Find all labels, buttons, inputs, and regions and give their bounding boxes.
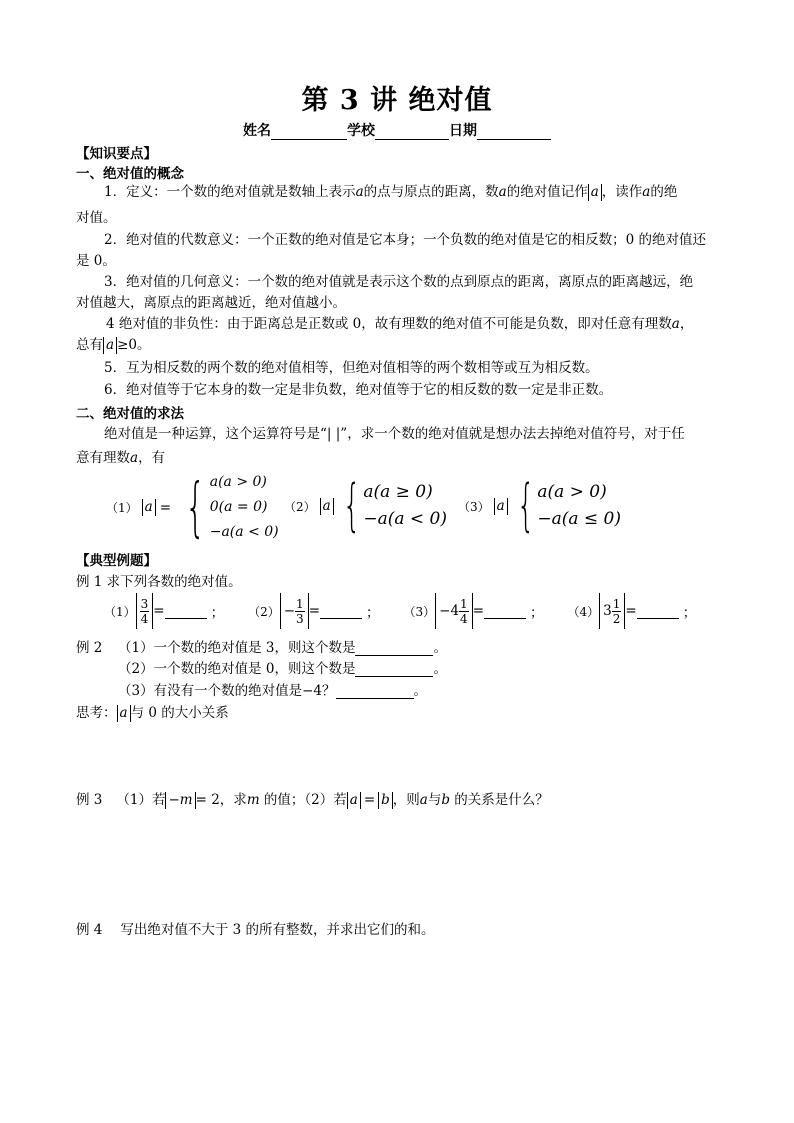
student-info-line <box>0 120 794 140</box>
item-4-line1: 4 绝对值的非负性：由于距离总是正数或 0，故有理数的绝对值不可能是负数，即对任意有理数a， <box>106 316 694 332</box>
case-row: a(a > 0) <box>537 482 607 502</box>
example-1-title: 例 1 求下列各数的绝对值。 <box>76 574 242 590</box>
item-2-line2: 是 0。 <box>76 253 116 269</box>
abs-notation: a <box>117 705 131 722</box>
method-line1: 绝对值是一种运算，这个运算符号是“| |”，求一个数的绝对值就是想办法去掉绝对值符号，对于任 <box>104 426 685 442</box>
abs-notation: a <box>347 792 361 809</box>
method-line2: 意有理数a，有 <box>76 450 166 466</box>
left-brace: { <box>516 473 535 538</box>
heading-concept: 一、绝对值的概念 <box>76 166 184 182</box>
answer-blank[interactable] <box>336 684 414 699</box>
answer-blank[interactable] <box>165 604 207 619</box>
ex1-item: （4） 3 $\frac{1}{2}$ = ； <box>568 593 697 629</box>
example-2-q2: （2）一个数的绝对值是 0，则这个数是 。 <box>118 661 447 677</box>
date-blank[interactable] <box>477 125 551 140</box>
abs-notation: b <box>378 792 393 809</box>
ex1-item: （3） −4 $\frac{1}{4}$ = ； <box>404 593 544 629</box>
item-2-line1: 2．绝对值的代数意义：一个正数的绝对值是它本身；一个负数的绝对值是它的相反数；0 的绝对值还 <box>104 232 706 248</box>
abs-notation: a <box>103 337 117 354</box>
formula-1: （1） a = { a(a > 0) 0(a = 0) −a(a < 0) <box>106 470 279 545</box>
think-prompt: 思考： a 与 0 的大小关系 <box>76 705 229 721</box>
ex1-item: （1） $\frac{3}{4}$ = ； <box>104 593 224 629</box>
case-row: −a(a ≤ 0) <box>537 509 621 529</box>
case-row: 0(a = 0) <box>209 499 268 515</box>
section-examples: 【典型例题】 <box>76 553 157 569</box>
answer-blank[interactable] <box>637 604 679 619</box>
abs-notation: a <box>588 184 602 201</box>
example-2-q1: （1）一个数的绝对值是 3，则这个数是 。 <box>118 640 447 656</box>
item-6: 6．绝对值等于它本身的数一定是非负数，绝对值等于它的相反数的数一定是非正数。 <box>104 382 613 398</box>
item-3-line1: 3．绝对值的几何意义：一个数的绝对值就是表示这个数的点到原点的距离，离原点的距离越远，绝 <box>104 274 694 290</box>
answer-blank[interactable] <box>484 604 526 619</box>
school-label: 学校 <box>347 123 375 139</box>
ex1-item: （2） − $\frac{1}{3}$ = ； <box>248 593 379 629</box>
example-1-items <box>104 593 696 629</box>
answer-blank[interactable] <box>320 604 362 619</box>
case-row: a(a ≥ 0) <box>363 482 433 502</box>
case-row: a(a > 0) <box>209 474 267 490</box>
formula-2: （2） a { a(a ≥ 0) −a(a < 0) <box>284 473 447 538</box>
item-1-line1: 1．定义：一个数的绝对值就是数轴上表示a的点与原点的距离，数a的绝对值记作 a ，读作a的绝 <box>104 184 678 200</box>
example-2-q3: （3）有没有一个数的绝对值是−4？ 。 <box>118 683 427 699</box>
example-3: 例 3 （1）若 −m = 2，求m 的值；（2）若 a = b ，则a与b 的关系是什么？ <box>76 792 549 808</box>
case-row: −a(a < 0) <box>363 509 447 529</box>
date-label: 日期 <box>449 123 477 139</box>
name-blank[interactable] <box>271 125 347 140</box>
example-4: 例 4 写出绝对值不大于 3 的所有整数，并求出它们的和。 <box>76 922 435 938</box>
page-title: 第 3 讲 绝对值 <box>301 85 493 116</box>
abs-notation: −m <box>165 792 195 809</box>
item-3-line2: 对值越大，离原点的距离越近，绝对值越小。 <box>76 295 346 311</box>
heading-method: 二、绝对值的求法 <box>76 406 184 422</box>
formula-3: （3） a { a(a > 0) −a(a ≤ 0) <box>458 473 621 538</box>
item-5: 5．互为相反数的两个数的绝对值相等，但绝对值相等的两个数相等或互为相反数。 <box>104 360 599 376</box>
answer-blank[interactable] <box>355 662 433 677</box>
left-brace: { <box>342 473 361 538</box>
example-2-label: 例 2 <box>76 640 103 656</box>
answer-blank[interactable] <box>355 641 433 656</box>
item-4-line2: 总有 a ≥0。 <box>76 337 151 353</box>
name-label: 姓名 <box>243 123 271 139</box>
school-blank[interactable] <box>375 125 449 140</box>
item-1-line2: 对值。 <box>76 210 117 226</box>
case-row: −a(a < 0) <box>209 524 279 540</box>
left-brace: { <box>185 470 206 545</box>
section-knowledge: 【知识要点】 <box>76 146 157 162</box>
